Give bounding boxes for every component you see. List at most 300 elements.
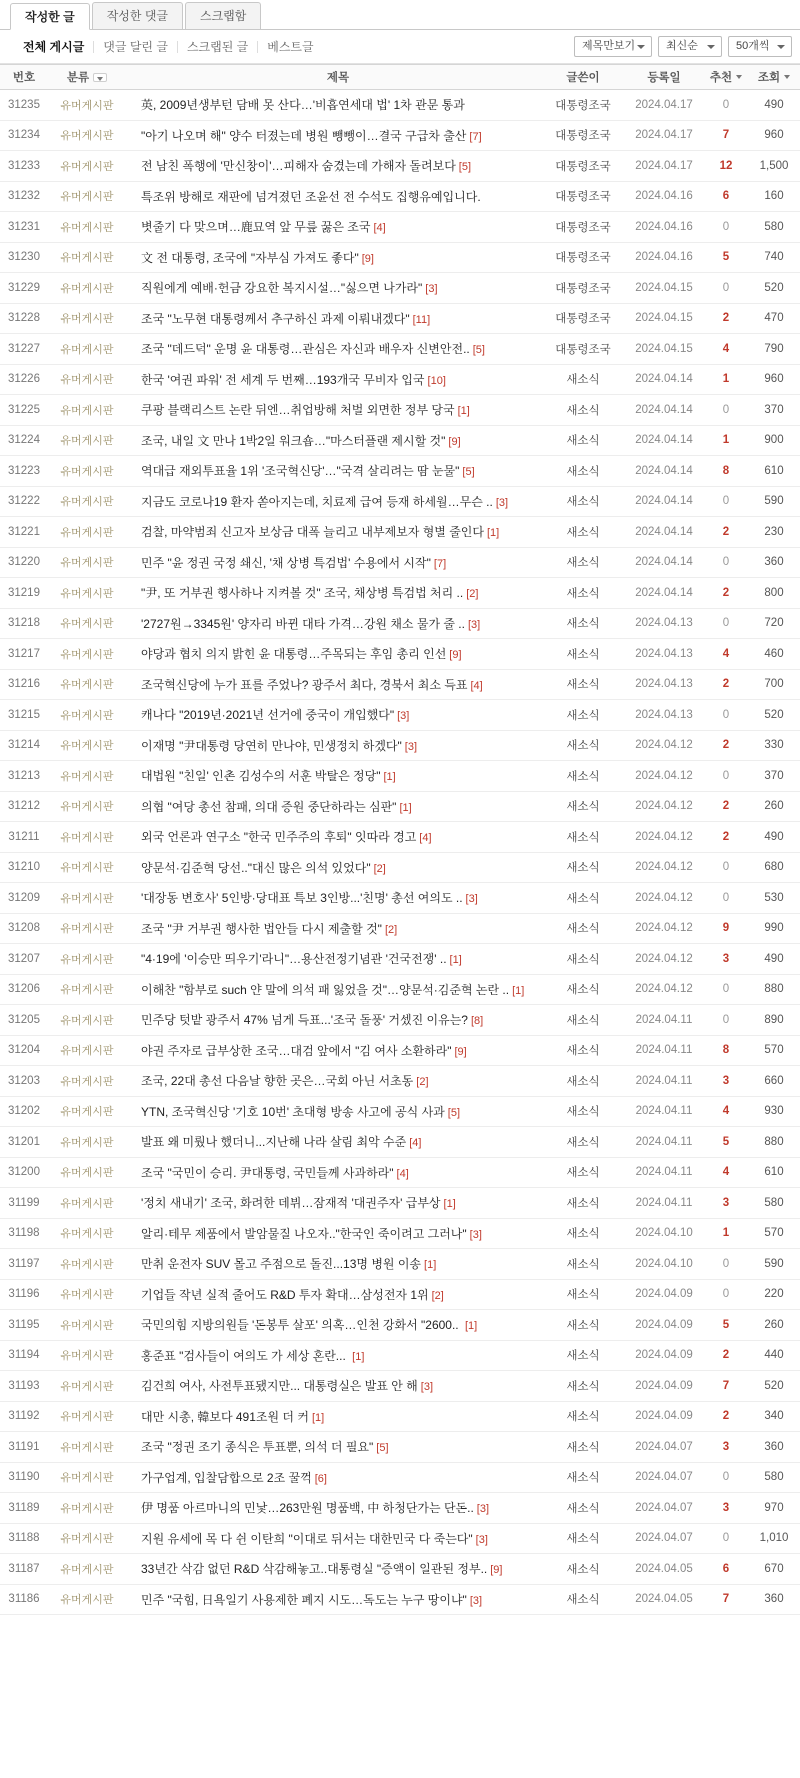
page-size-value: 50개씩 — [736, 40, 770, 52]
row-number: 31192 — [0, 1401, 48, 1432]
row-views: 880 — [748, 974, 800, 1005]
table-row[interactable] — [0, 151, 800, 182]
sort-order-select[interactable] — [658, 36, 722, 57]
post-title-link[interactable]: '2727원→3345원' 양자리 바뀐 대타 가격…강원 채소 물가 줄 .. — [141, 616, 465, 631]
row-category[interactable]: 유머게시판 — [48, 852, 126, 883]
row-author[interactable]: 새소식 — [542, 913, 624, 944]
row-category[interactable]: 유머게시판 — [48, 1066, 126, 1097]
row-category[interactable]: 유머게시판 — [48, 212, 126, 243]
column-header-view[interactable] — [748, 65, 800, 90]
row-number: 31233 — [0, 151, 48, 182]
post-title-link[interactable]: '정치 새내기' 조국, 화려한 데뷔…잠재적 '대권주자' 급부상 — [141, 1196, 441, 1211]
row-views: 570 — [748, 1218, 800, 1249]
row-title-cell — [126, 1188, 542, 1219]
row-recommend: 2 — [704, 822, 748, 853]
row-date: 2024.04.14 — [624, 395, 704, 426]
row-category[interactable]: 유머게시판 — [48, 364, 126, 395]
post-title-link[interactable]: 지원 유세에 목 다 쉰 이탄희 "이대로 뒤서는 대한민국 다 죽는다" — [141, 1531, 473, 1546]
row-author[interactable]: 새소식 — [542, 761, 624, 792]
row-recommend: 0 — [704, 273, 748, 304]
row-author[interactable]: 새소식 — [542, 364, 624, 395]
post-title-link[interactable]: 英, 2009년생부턴 담배 못 산다…'비흡연세대 법' 1차 관문 통과 — [141, 98, 465, 113]
row-number: 31223 — [0, 456, 48, 487]
table-row[interactable] — [0, 334, 800, 365]
row-author[interactable]: 새소식 — [542, 639, 624, 670]
row-views: 660 — [748, 1066, 800, 1097]
table-row[interactable] — [0, 273, 800, 304]
row-number: 31197 — [0, 1249, 48, 1280]
table-row[interactable] — [0, 395, 800, 426]
row-category[interactable]: 유머게시판 — [48, 486, 126, 517]
post-title-link[interactable]: 직원에게 예배·헌금 강요한 복지시설…"싫으면 나가라" — [141, 281, 423, 296]
table-row[interactable] — [0, 242, 800, 273]
row-number: 31204 — [0, 1035, 48, 1066]
column-header-cat[interactable] — [48, 65, 126, 90]
row-date: 2024.04.14 — [624, 456, 704, 487]
row-author[interactable]: 새소식 — [542, 1035, 624, 1066]
row-views: 610 — [748, 1157, 800, 1188]
table-row[interactable] — [0, 517, 800, 548]
row-category[interactable]: 유머게시판 — [48, 303, 126, 334]
row-category[interactable]: 유머게시판 — [48, 1188, 126, 1219]
row-author[interactable]: 새소식 — [542, 1066, 624, 1097]
column-label-view: 조회 — [757, 72, 781, 84]
post-title-link[interactable]: YTN, 조국혁신당 '기호 10번' 초대형 방송 사고에 공식 사과 — [141, 1104, 445, 1119]
row-category[interactable]: 유머게시판 — [48, 1279, 126, 1310]
post-title-link[interactable]: 조국, 22대 총선 다음날 향한 곳은…국회 아닌 서초동 — [141, 1074, 414, 1089]
row-author[interactable]: 새소식 — [542, 1249, 624, 1280]
table-row[interactable] — [0, 761, 800, 792]
row-author[interactable]: 새소식 — [542, 974, 624, 1005]
filter-best-posts[interactable]: 베스트글 — [267, 39, 314, 54]
row-author[interactable]: 새소식 — [542, 730, 624, 761]
row-author[interactable]: 새소식 — [542, 395, 624, 426]
table-row[interactable] — [0, 730, 800, 761]
row-author[interactable]: 새소식 — [542, 486, 624, 517]
post-title-link[interactable]: 조국 "노무현 대통령께서 추구하신 과제 이뤄내겠다" — [141, 311, 410, 326]
row-category[interactable]: 유머게시판 — [48, 1035, 126, 1066]
post-title-link[interactable]: 특조위 방해로 재판에 넘겨졌던 조윤선 전 수석도 집행유예입니다. — [141, 189, 481, 204]
post-title-link[interactable]: 대법원 "친일' 인촌 김성수의 서훈 박탈은 정당" — [141, 769, 381, 784]
post-title-link[interactable]: 만취 운전자 SUV 몰고 주점으로 돌진...13명 병원 이송 — [141, 1257, 422, 1272]
filter-scrapped-posts[interactable]: 스크랩된 글 — [178, 41, 258, 53]
table-row[interactable] — [0, 944, 800, 975]
row-author[interactable]: 새소식 — [542, 1371, 624, 1402]
row-category[interactable]: 유머게시판 — [48, 181, 126, 212]
row-title-cell — [126, 578, 542, 609]
row-category[interactable]: 유머게시판 — [48, 1340, 126, 1371]
table-row[interactable] — [0, 578, 800, 609]
page-size-select[interactable] — [728, 36, 792, 57]
row-author[interactable]: 새소식 — [542, 1188, 624, 1219]
comment-count: [3] — [467, 618, 481, 631]
row-author[interactable]: 새소식 — [542, 1462, 624, 1493]
row-category[interactable]: 유머게시판 — [48, 669, 126, 700]
row-date: 2024.04.12 — [624, 761, 704, 792]
row-author[interactable]: 새소식 — [542, 578, 624, 609]
row-recommend: 12 — [704, 151, 748, 182]
column-label-rec: 추천 — [709, 72, 733, 84]
post-title-link[interactable]: 조국 "국민이 승리. 尹대통령, 국민들께 사과하라" — [141, 1165, 394, 1180]
post-title-link[interactable]: 의협 "여당 총선 참패, 의대 증원 중단하라는 심판" — [141, 799, 397, 814]
row-author[interactable]: 새소식 — [542, 425, 624, 456]
row-author[interactable]: 새소식 — [542, 547, 624, 578]
table-row[interactable] — [0, 1310, 800, 1341]
row-author[interactable]: 대통령조국 — [542, 151, 624, 182]
row-date: 2024.04.15 — [624, 334, 704, 365]
row-title-cell — [126, 1096, 542, 1127]
post-title-link[interactable]: 이재명 "尹대통령 당연히 만나야, 민생정치 하겠다" — [141, 738, 402, 753]
row-category[interactable]: 유머게시판 — [48, 791, 126, 822]
comment-count: [1] — [424, 1259, 437, 1272]
row-author[interactable]: 새소식 — [542, 1523, 624, 1554]
row-author[interactable]: 새소식 — [542, 1401, 624, 1432]
row-author[interactable]: 대통령조국 — [542, 181, 624, 212]
post-title-link[interactable]: 기업들 작년 실적 줄어도 R&D 투자 확대…삼성전자 1위 — [141, 1287, 429, 1302]
row-category[interactable]: 유머게시판 — [48, 90, 126, 121]
table-row[interactable] — [0, 1035, 800, 1066]
table-row[interactable] — [0, 90, 800, 121]
row-author[interactable]: 대통령조국 — [542, 120, 624, 151]
post-title-link[interactable]: 지금도 코로나19 환자 쏟아지는데, 치료제 급여 등재 하세월…무슨 .. — [141, 494, 493, 509]
row-title-cell — [126, 1279, 542, 1310]
row-date: 2024.04.11 — [624, 1157, 704, 1188]
post-title-link[interactable]: 양문석·김준혁 당선.."대신 많은 의석 있었다" — [141, 860, 371, 875]
table-row[interactable] — [0, 639, 800, 670]
sort-desc-icon[interactable] — [784, 75, 790, 79]
row-category[interactable]: 유머게시판 — [48, 1523, 126, 1554]
row-category[interactable]: 유머게시판 — [48, 730, 126, 761]
row-author[interactable]: 새소식 — [542, 883, 624, 914]
table-row[interactable] — [0, 1584, 800, 1615]
row-views: 570 — [748, 1035, 800, 1066]
row-views: 880 — [748, 1127, 800, 1158]
row-recommend: 2 — [704, 517, 748, 548]
table-row[interactable] — [0, 1127, 800, 1158]
comment-count: [3] — [469, 1594, 483, 1607]
row-category[interactable]: 유머게시판 — [48, 1462, 126, 1493]
row-category[interactable]: 유머게시판 — [48, 608, 126, 639]
table-row[interactable] — [0, 1066, 800, 1097]
row-author[interactable]: 새소식 — [542, 944, 624, 975]
row-author[interactable]: 새소식 — [542, 517, 624, 548]
column-header-rec[interactable] — [704, 65, 748, 90]
row-number: 31228 — [0, 303, 48, 334]
table-row[interactable] — [0, 1340, 800, 1371]
post-title-link[interactable]: 홍준표 "검사들이 여의도 가 세상 혼란... — [141, 1348, 350, 1363]
table-row[interactable] — [0, 1432, 800, 1463]
table-row[interactable] — [0, 120, 800, 151]
table-row[interactable] — [0, 669, 800, 700]
post-title-link[interactable]: 야권 주자로 급부상한 조국…대검 앞에서 "김 여사 소환하라" — [141, 1043, 452, 1058]
post-title-link[interactable]: 역대급 재외투표율 1위 '조국혁신당'…"국격 살리려는 땀 눈물" — [141, 464, 460, 479]
row-date: 2024.04.11 — [624, 1066, 704, 1097]
tab-scrapbook[interactable]: 스크랩함 — [185, 2, 261, 29]
table-row[interactable] — [0, 1401, 800, 1432]
row-author[interactable]: 새소식 — [542, 1096, 624, 1127]
row-author[interactable]: 새소식 — [542, 1127, 624, 1158]
comment-count: [1] — [399, 801, 412, 814]
post-title-link[interactable]: 캐나다 "2019년·2021년 선거에 중국이 개입했다" — [141, 708, 395, 723]
row-title-cell — [126, 1127, 542, 1158]
row-views: 670 — [748, 1554, 800, 1585]
row-author[interactable]: 새소식 — [542, 1218, 624, 1249]
comment-count: [5] — [447, 1106, 461, 1119]
row-category[interactable]: 유머게시판 — [48, 1554, 126, 1585]
filter-all-posts[interactable]: 전체 게시글 — [14, 41, 94, 53]
post-title-link[interactable]: 김건희 여사, 사전투표됐지만... 대통령실은 발표 안 해 — [141, 1379, 418, 1394]
row-author[interactable]: 새소식 — [542, 1493, 624, 1524]
row-author[interactable]: 대통령조국 — [542, 334, 624, 365]
table-row[interactable] — [0, 1462, 800, 1493]
row-category[interactable]: 유머게시판 — [48, 639, 126, 670]
table-row[interactable] — [0, 1218, 800, 1249]
row-category[interactable]: 유머게시판 — [48, 395, 126, 426]
row-category[interactable]: 유머게시판 — [48, 1401, 126, 1432]
row-views: 1,500 — [748, 151, 800, 182]
table-row[interactable] — [0, 364, 800, 395]
post-title-link[interactable]: 민주 "윤 정권 국정 쇄신, '채 상병 특검법' 수용에서 시작" — [141, 555, 431, 570]
table-row[interactable] — [0, 1279, 800, 1310]
row-recommend: 0 — [704, 1523, 748, 1554]
row-category[interactable]: 유머게시판 — [48, 547, 126, 578]
table-row[interactable] — [0, 212, 800, 243]
post-title-link[interactable]: 조국 "정권 조기 종식은 투표뿐, 의석 더 필요" — [141, 1440, 374, 1455]
post-title-link[interactable]: 볏줄기 다 맞으며…鹿묘역 앞 무릎 꿇은 조국 — [141, 220, 371, 235]
table-row[interactable] — [0, 913, 800, 944]
row-category[interactable]: 유머게시판 — [48, 761, 126, 792]
row-recommend: 4 — [704, 1157, 748, 1188]
category-sort-icon[interactable] — [93, 73, 107, 82]
table-row[interactable] — [0, 547, 800, 578]
comment-count: [9] — [361, 252, 374, 265]
post-title-link[interactable]: 가구업계, 입찰담합으로 2조 꿀꺽 — [141, 1470, 312, 1485]
post-title-link[interactable]: 한국 '여권 파워' 전 세계 두 번째…193개국 무비자 입국 — [141, 372, 425, 387]
row-recommend: 8 — [704, 456, 748, 487]
row-author[interactable]: 새소식 — [542, 822, 624, 853]
row-date: 2024.04.17 — [624, 151, 704, 182]
row-category[interactable]: 유머게시판 — [48, 1310, 126, 1341]
row-author[interactable]: 대통령조국 — [542, 303, 624, 334]
comment-count: [8] — [470, 1015, 484, 1028]
row-date: 2024.04.10 — [624, 1218, 704, 1249]
row-recommend: 3 — [704, 1066, 748, 1097]
row-category[interactable]: 유머게시판 — [48, 883, 126, 914]
filter-selects — [574, 36, 792, 57]
post-title-link[interactable]: "아기 나오며 해" 양수 터졌는데 병원 뺑뺑이…결국 구급차 출산 — [141, 128, 467, 143]
post-title-link[interactable]: 조국혁신당에 누가 표를 주었나? 광주서 최다, 경북서 최소 득표 — [141, 677, 468, 692]
row-date: 2024.04.05 — [624, 1584, 704, 1615]
row-views: 580 — [748, 1188, 800, 1219]
row-title-cell — [126, 1218, 542, 1249]
table-row[interactable] — [0, 1493, 800, 1524]
sort-desc-icon[interactable] — [736, 75, 742, 79]
row-author[interactable]: 대통령조국 — [542, 242, 624, 273]
table-row[interactable] — [0, 456, 800, 487]
row-category[interactable]: 유머게시판 — [48, 517, 126, 548]
row-date: 2024.04.11 — [624, 1005, 704, 1036]
post-title-link[interactable]: 외국 언론과 연구소 "한국 민주주의 후퇴" 잇따라 경고 — [141, 830, 417, 845]
comment-count: [2] — [431, 1289, 444, 1302]
row-category[interactable]: 유머게시판 — [48, 151, 126, 182]
column-label-title: 제목 — [326, 72, 350, 84]
row-category[interactable]: 유머게시판 — [48, 1493, 126, 1524]
post-title-link[interactable]: 검찰, 마약범죄 신고자 보상금 대폭 늘리고 내부제보자 형별 줄인다 — [141, 525, 484, 540]
table-row[interactable] — [0, 486, 800, 517]
comment-count: [11] — [412, 313, 431, 326]
table-row[interactable] — [0, 700, 800, 731]
row-author[interactable]: 새소식 — [542, 1432, 624, 1463]
row-number: 31200 — [0, 1157, 48, 1188]
row-category[interactable]: 유머게시판 — [48, 1157, 126, 1188]
row-category[interactable]: 유머게시판 — [48, 1249, 126, 1280]
row-category[interactable]: 유머게시판 — [48, 334, 126, 365]
row-date: 2024.04.09 — [624, 1279, 704, 1310]
post-title-link[interactable]: "尹, 또 거부권 행사하나 지켜볼 것" 조국, 채상병 특검법 처리 .. — [141, 586, 464, 601]
post-title-link[interactable]: 쿠팡 블랙리스트 논란 뒤엔…취업방해 처벌 외면한 정부 당국 — [141, 403, 455, 418]
row-category[interactable]: 유머게시판 — [48, 822, 126, 853]
row-recommend: 0 — [704, 761, 748, 792]
comment-count: [6] — [314, 1472, 327, 1485]
row-category[interactable]: 유머게시판 — [48, 1371, 126, 1402]
tab-written-posts[interactable]: 작성한 글 — [10, 3, 90, 30]
row-author[interactable]: 새소식 — [542, 1554, 624, 1585]
post-title-link[interactable]: 민주 "국힘, 日욕일기 사용제한 폐지 시도…독도는 누구 땅이냐" — [141, 1592, 467, 1607]
row-number: 31190 — [0, 1462, 48, 1493]
row-title-cell — [126, 1005, 542, 1036]
row-category[interactable]: 유머게시판 — [48, 578, 126, 609]
row-date: 2024.04.12 — [624, 974, 704, 1005]
table-row[interactable] — [0, 1005, 800, 1036]
row-author[interactable]: 새소식 — [542, 1310, 624, 1341]
row-category[interactable]: 유머게시판 — [48, 700, 126, 731]
filter-commented-posts[interactable]: 댓글 달린 글 — [94, 41, 178, 53]
row-author[interactable]: 새소식 — [542, 700, 624, 731]
tab-written-comments[interactable]: 작성한 댓글 — [92, 2, 183, 29]
row-category[interactable]: 유머게시판 — [48, 974, 126, 1005]
table-row[interactable] — [0, 883, 800, 914]
table-row[interactable] — [0, 852, 800, 883]
comment-count: [3] — [425, 283, 438, 296]
row-views: 580 — [748, 212, 800, 243]
row-category[interactable]: 유머게시판 — [48, 425, 126, 456]
post-title-link[interactable]: 국민의힘 지방의원들 '돈봉투 살포' 의혹…인천 강화서 "2600.. — [141, 1318, 462, 1333]
post-title-link[interactable]: 민주당 텃밭 광주서 47% 넘게 득표...'조국 돌풍' 거셌진 이유는? — [141, 1013, 468, 1028]
row-title-cell — [126, 181, 542, 212]
row-date: 2024.04.15 — [624, 303, 704, 334]
chevron-down-icon — [777, 45, 785, 49]
row-category[interactable]: 유머게시판 — [48, 456, 126, 487]
row-author[interactable]: 새소식 — [542, 1279, 624, 1310]
post-title-link[interactable]: 33년간 삭감 없던 R&D 삭감해놓고..대통령실 "증액이 일관된 정부.. — [141, 1562, 488, 1577]
row-author[interactable]: 새소식 — [542, 1157, 624, 1188]
table-row[interactable] — [0, 1188, 800, 1219]
row-date: 2024.04.12 — [624, 913, 704, 944]
post-title-link[interactable]: 文 전 대통령, 조국에 "자부심 가져도 좋다" — [141, 250, 359, 265]
post-title-link[interactable]: 전 남친 폭행에 '만신창이'…피해자 숨겼는데 가해자 돌려보다 — [141, 159, 456, 174]
row-title-cell — [126, 669, 542, 700]
table-row[interactable] — [0, 974, 800, 1005]
post-title-link[interactable]: '대장동 변호사' 5인방·당대표 특보 3인방...'친명' 총선 여의도 .. — [141, 891, 463, 906]
row-category[interactable]: 유머게시판 — [48, 913, 126, 944]
row-author[interactable]: 대통령조국 — [542, 273, 624, 304]
row-title-cell — [126, 822, 542, 853]
row-author[interactable]: 새소식 — [542, 1340, 624, 1371]
view-mode-value: 제목만보기 — [582, 40, 636, 52]
table-row[interactable] — [0, 303, 800, 334]
table-row[interactable] — [0, 822, 800, 853]
row-author[interactable]: 새소식 — [542, 791, 624, 822]
post-title-link[interactable]: 조국 "데드덕" 운명 윤 대통령…관심은 자신과 배우자 신변안전.. — [141, 342, 470, 357]
table-row[interactable] — [0, 1371, 800, 1402]
row-author[interactable]: 대통령조국 — [542, 90, 624, 121]
row-recommend: 6 — [704, 1554, 748, 1585]
row-category[interactable]: 유머게시판 — [48, 1127, 126, 1158]
table-row[interactable] — [0, 1554, 800, 1585]
post-title-link[interactable]: 伊 명품 아르마니의 민낯…263만원 명품백, 中 하청단가는 단돈.. — [141, 1501, 474, 1516]
post-title-link[interactable]: 야당과 협치 의지 밝힌 윤 대통령…주목되는 후임 총리 인선 — [141, 647, 447, 662]
post-title-link[interactable]: 이해찬 "함부로 such 얀 말에 의석 패 잃었을 것"…양문석·김준혁 논란 .. — [141, 982, 510, 997]
table-row[interactable] — [0, 1249, 800, 1280]
comment-count: [3] — [397, 710, 410, 723]
table-row[interactable] — [0, 181, 800, 212]
row-category[interactable]: 유머게시판 — [48, 1584, 126, 1615]
row-author[interactable]: 새소식 — [542, 608, 624, 639]
table-row[interactable] — [0, 1157, 800, 1188]
row-date: 2024.04.07 — [624, 1462, 704, 1493]
post-title-link[interactable]: "4·19에 '이승만 띄우기'라니"…용산전정기념관 '건국전쟁' .. — [141, 952, 447, 967]
post-title-link[interactable]: 알리·테무 제품에서 발암물질 나오자.."한국인 죽이려고 그러나" — [141, 1226, 467, 1241]
row-category[interactable]: 유머게시판 — [48, 1432, 126, 1463]
row-title-cell — [126, 517, 542, 548]
row-category[interactable]: 유머게시판 — [48, 120, 126, 151]
row-recommend: 0 — [704, 90, 748, 121]
post-title-link[interactable]: 대만 시총, 韓보다 491조원 더 커 — [141, 1409, 309, 1424]
row-category[interactable]: 유머게시판 — [48, 944, 126, 975]
row-date: 2024.04.16 — [624, 242, 704, 273]
row-author[interactable]: 대통령조국 — [542, 212, 624, 243]
row-category[interactable]: 유머게시판 — [48, 1218, 126, 1249]
row-recommend: 5 — [704, 1310, 748, 1341]
row-author[interactable]: 새소식 — [542, 852, 624, 883]
row-number: 31212 — [0, 791, 48, 822]
table-row[interactable] — [0, 608, 800, 639]
table-row[interactable] — [0, 791, 800, 822]
comment-count: [7] — [469, 130, 482, 143]
row-recommend: 3 — [704, 1432, 748, 1463]
view-mode-select[interactable] — [574, 36, 652, 57]
table-row[interactable] — [0, 425, 800, 456]
row-category[interactable]: 유머게시판 — [48, 1096, 126, 1127]
row-recommend: 4 — [704, 334, 748, 365]
row-author[interactable]: 새소식 — [542, 1005, 624, 1036]
table-header — [0, 65, 800, 90]
row-category[interactable]: 유머게시판 — [48, 1005, 126, 1036]
row-author[interactable]: 새소식 — [542, 456, 624, 487]
post-title-link[interactable]: 조국 "尹 거부권 행사한 법안들 다시 제출할 것" — [141, 921, 382, 936]
row-title-cell — [126, 1584, 542, 1615]
comment-count: [9] — [449, 649, 462, 662]
post-title-link[interactable]: 조국, 내일 文 만나 1박2일 워크숍…"마스터플랜 제시할 것" — [141, 433, 446, 448]
row-author[interactable]: 새소식 — [542, 669, 624, 700]
table-row[interactable] — [0, 1096, 800, 1127]
post-title-link[interactable]: 발표 왜 미뤘나 했더니...지난해 나라 살림 최악 수준 — [141, 1135, 407, 1150]
row-author[interactable]: 새소식 — [542, 1584, 624, 1615]
row-number: 31195 — [0, 1310, 48, 1341]
table-row[interactable] — [0, 1523, 800, 1554]
row-category[interactable]: 유머게시판 — [48, 273, 126, 304]
row-category[interactable]: 유머게시판 — [48, 242, 126, 273]
